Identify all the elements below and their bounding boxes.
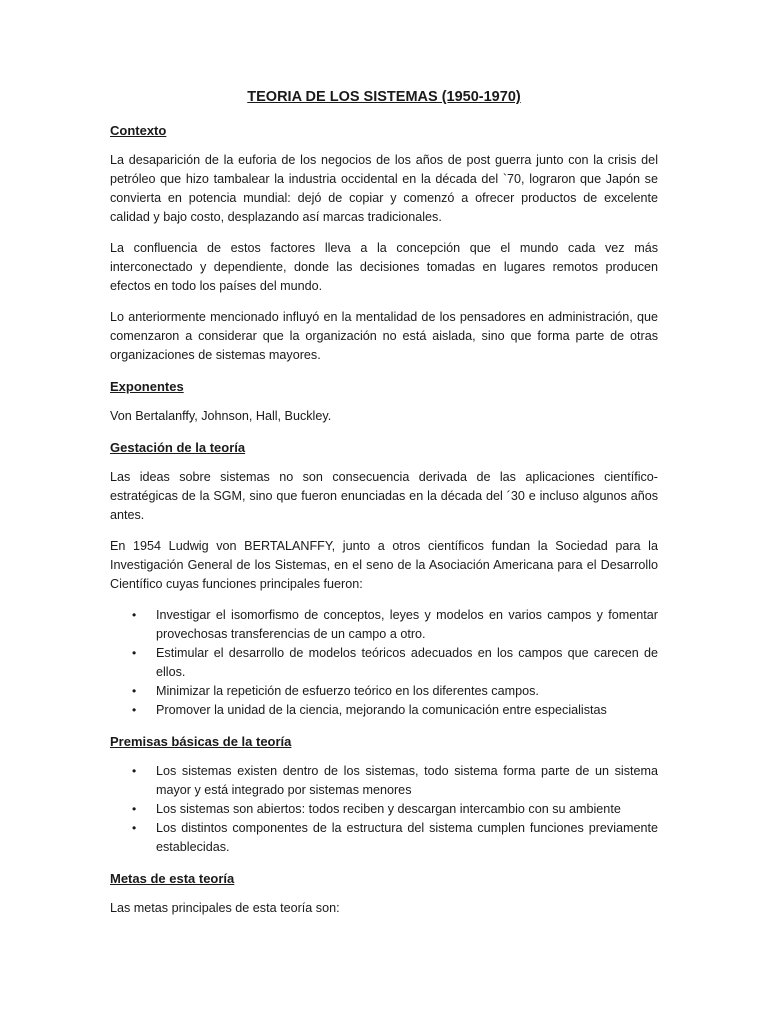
- document-title: TEORIA DE LOS SISTEMAS (1950-1970): [247, 89, 521, 105]
- list-item: [110, 682, 658, 701]
- paragraph: En 1954 Ludwig von BERTALANFFY, junto a otros científicos fundan la Sociedad para la Investigación General de los Sistemas, en el seno de la Asociación Americana para el Desarrollo Científico cuyas funciones principales fueron:: [110, 539, 658, 591]
- section-contexto: [110, 121, 658, 365]
- section-heading-premisas: Premisas básicas de la teoría: [110, 734, 292, 749]
- bullet-icon: •: [132, 703, 137, 717]
- paragraph: La desaparición de la euforia de los negocios de los años de post guerra junto con la crisis del petróleo que hizo tambalear la industria occidental en la década del `70, lograron que Japón se convierta en potencia mundial: dejó de copiar y comenzó a ofrecer productos de excelente calidad y bajo costo, desplazando así marcas tradicionales.: [110, 153, 658, 224]
- paragraph: La confluencia de estos factores lleva a la concepción que el mundo cada vez más interconectado y dependiente, donde las decisiones tomadas en lugares remotos producen efectos en todo los países del mundo.: [110, 241, 658, 293]
- paragraph: Las ideas sobre sistemas no son consecuencia derivada de las aplicaciones científico-estratégicas de la SGM, sino que fueron enunciadas en la década del ´30 e incluso algunos años antes.: [110, 470, 658, 522]
- list-item-text: Los sistemas existen dentro de los sistemas, todo sistema forma parte de un sistema mayor y está integrado por sistemas menores: [156, 764, 658, 797]
- list-item: [110, 701, 658, 720]
- list-item: [110, 800, 658, 819]
- paragraph: Las metas principales de esta teoría son:: [110, 901, 340, 915]
- bullet-icon: •: [132, 764, 137, 778]
- list-item: [110, 819, 658, 857]
- bullet-list-premisas: [110, 762, 658, 857]
- section-premisas: [110, 732, 658, 857]
- list-item: [110, 644, 658, 682]
- section-heading-contexto: Contexto: [110, 123, 167, 138]
- section-heading-gestacion: Gestación de la teoría: [110, 440, 246, 455]
- section-metas: [110, 869, 658, 918]
- bullet-icon: •: [132, 608, 137, 622]
- section-gestacion: [110, 438, 658, 720]
- list-item: [110, 606, 658, 644]
- list-item-text: Minimizar la repetición de esfuerzo teórico en los diferentes campos.: [156, 684, 539, 698]
- list-item-text: Promover la unidad de la ciencia, mejorando la comunicación entre especialistas: [156, 703, 607, 717]
- section-exponentes: [110, 377, 658, 426]
- bullet-icon: •: [132, 646, 137, 660]
- bullet-list-funciones: [110, 606, 658, 720]
- exponentes-list: Von Bertalanffy, Johnson, Hall, Buckley.: [110, 409, 332, 423]
- list-item: [110, 762, 658, 800]
- section-heading-metas: Metas de esta teoría: [110, 871, 235, 886]
- list-item-text: Los distintos componentes de la estructura del sistema cumplen funciones previamente establecidas.: [156, 821, 658, 854]
- bullet-icon: •: [132, 802, 137, 816]
- list-item-text: Investigar el isomorfismo de conceptos, leyes y modelos en varios campos y fomentar provechosas transferencias de un campo a otro.: [156, 608, 658, 641]
- bullet-icon: •: [132, 684, 137, 698]
- section-heading-exponentes: Exponentes: [110, 379, 184, 394]
- bullet-icon: •: [132, 821, 137, 835]
- paragraph: Lo anteriormente mencionado influyó en la mentalidad de los pensadores en administración, que comenzaron a considerar que la organización no está aislada, sino que forma parte de otras organizaciones de sistemas mayores.: [110, 310, 658, 362]
- list-item-text: Los sistemas son abiertos: todos reciben y descargan intercambio con su ambiente: [156, 802, 621, 816]
- list-item-text: Estimular el desarrollo de modelos teóricos adecuados en los campos que carecen de ellos.: [156, 646, 658, 679]
